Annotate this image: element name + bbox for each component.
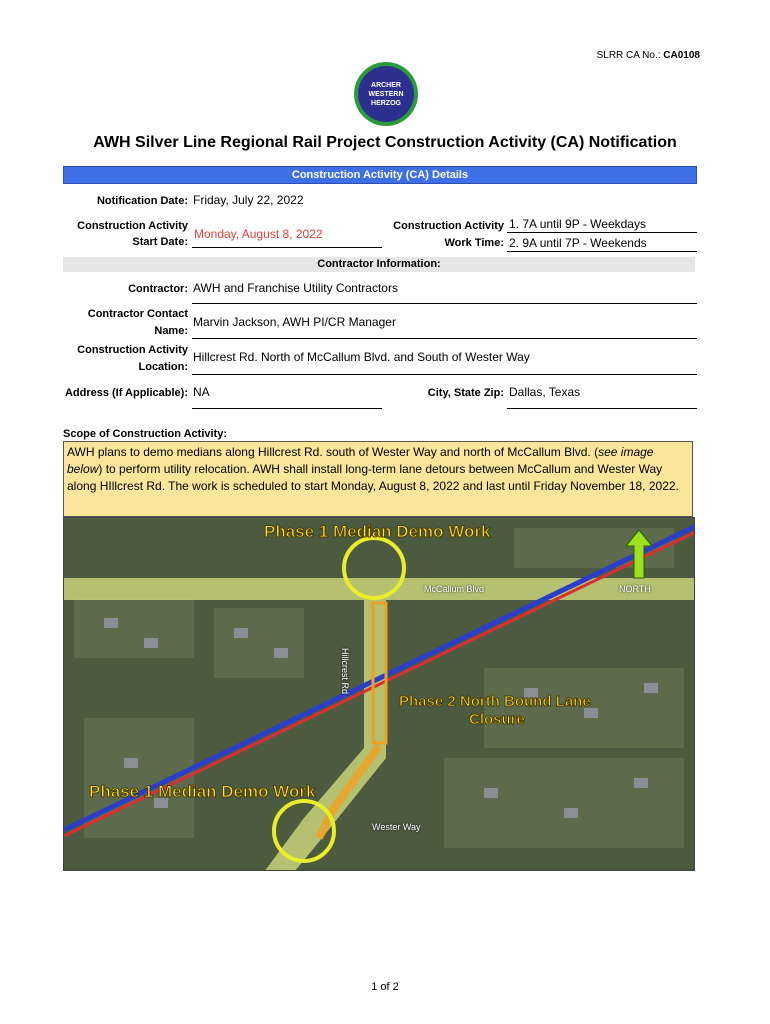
start-date-underline	[192, 247, 382, 248]
work-time-underline-2	[507, 251, 697, 252]
phase2-label-2: Closure	[469, 711, 525, 728]
ca-number-label: SLRR CA No.:	[596, 50, 661, 61]
company-logo	[354, 62, 418, 126]
phase1-bottom-label: Phase 1 Median Demo Work	[89, 782, 316, 801]
phase1-top-label: Phase 1 Median Demo Work	[264, 522, 491, 541]
contractor-label: Contractor:	[128, 283, 188, 295]
contractor-info-bar: Contractor Information:	[63, 257, 695, 272]
city-underline	[507, 408, 697, 409]
location-value: Hillcrest Rd. North of McCallum Blvd. and South of Wester Way	[193, 350, 530, 364]
work-time-underline-1	[507, 232, 697, 233]
start-date-label-2: Start Date:	[132, 236, 188, 248]
scope-text-2: ) to perform utility relocation. AWH shall install long-term lane detours between McCallum and Wester Way along HIllcrest Rd. The work is scheduled to start Monday, August 8, 2022 and last until Friday November 18, 2022.	[67, 462, 679, 493]
contractor-underline	[192, 303, 697, 304]
logo-text-2: WESTERN	[368, 90, 404, 98]
ca-number	[560, 50, 700, 61]
contact-label-1: Contractor Contact	[87, 308, 188, 320]
address-value: NA	[193, 385, 210, 399]
contact-label-2: Name:	[154, 325, 188, 337]
page-number: 1 of 2	[371, 981, 399, 993]
work-time-value-2: 2. 9A until 7P - Weekends	[509, 236, 647, 250]
address-underline	[192, 408, 382, 409]
notification-date-label: Notification Date:	[96, 195, 188, 207]
logo-text-1: ARCHER	[371, 81, 401, 89]
contractor-value: AWH and Franchise Utility Contractors	[193, 281, 398, 295]
location-underline	[192, 374, 697, 375]
site-map	[63, 517, 695, 871]
hillcrest-label: Hillcrest Rd	[340, 648, 350, 695]
contact-value: Marvin Jackson, AWH PI/CR Manager	[193, 315, 396, 329]
city-value: Dallas, Texas	[509, 385, 581, 399]
phase2-label-1: Phase 2 North Bound Lane	[399, 693, 591, 710]
page-title: AWH Silver Line Regional Rail Project Construction Activity (CA) Notification	[93, 134, 677, 151]
scope-box	[63, 441, 693, 517]
work-time-value-1: 1. 7A until 9P - Weekdays	[509, 217, 646, 231]
scope-text-1: AWH plans to demo medians along Hillcrest Rd. south of Wester Way and north of McCallum Blvd. (	[67, 445, 599, 459]
location-label-1: Construction Activity	[77, 344, 188, 356]
contact-underline	[192, 338, 697, 339]
start-date-value: Monday, August 8, 2022	[194, 227, 323, 241]
mccallum-label: McCallum Blvd	[424, 584, 485, 594]
map-image	[64, 518, 695, 871]
notification-date-value: Friday, July 22, 2022	[193, 193, 304, 207]
start-date-label-1: Construction Activity	[77, 220, 188, 232]
work-time-label-2: Work Time:	[444, 237, 504, 249]
work-time-label-1: Construction Activity	[393, 220, 504, 232]
scope-label: Scope of Construction Activity:	[63, 428, 227, 440]
address-label: Address (If Applicable):	[64, 387, 188, 399]
location-label-2: Location:	[138, 361, 188, 373]
wester-label: Wester Way	[372, 822, 421, 832]
ca-number-value: CA0108	[663, 50, 700, 61]
details-banner: Construction Activity (CA) Details	[63, 166, 697, 184]
logo-text-3: HERZOG	[371, 99, 401, 107]
city-label: City, State Zip:	[427, 387, 504, 399]
north-label: NORTH	[619, 584, 651, 594]
scope-text-italic: see image below	[67, 445, 654, 476]
